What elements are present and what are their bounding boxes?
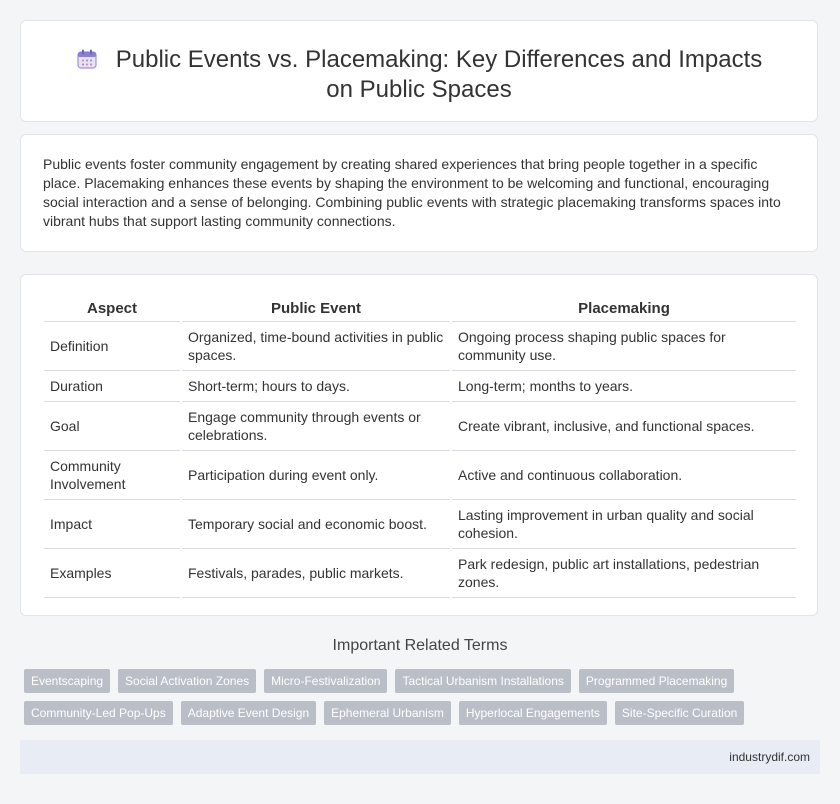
cell-aspect: Examples	[44, 549, 180, 598]
cell-aspect: Duration	[44, 371, 180, 402]
table-row	[44, 402, 796, 451]
calendar-icon	[76, 48, 98, 70]
cell-placemaking: Lasting improvement in urban quality and social cohesion.	[452, 500, 796, 549]
intro-card	[20, 134, 818, 252]
cell-public-event: Engage community through events or celebrations.	[182, 402, 450, 451]
tag-eventscaping[interactable]: Eventscaping	[24, 669, 110, 693]
footer	[20, 740, 820, 774]
tag-row	[24, 701, 804, 725]
tag-community-led-pop-ups[interactable]: Community-Led Pop-Ups	[24, 701, 173, 725]
title-card	[20, 20, 818, 122]
cell-placemaking: Long-term; months to years.	[452, 371, 796, 402]
tag-tactical-urbanism-installations[interactable]: Tactical Urbanism Installations	[395, 669, 570, 693]
header-public-event: Public Event	[182, 295, 450, 322]
tag-site-specific-curation[interactable]: Site-Specific Curation	[615, 701, 744, 725]
header-aspect: Aspect	[44, 295, 180, 322]
intro-paragraph: Public events foster community engagement by creating shared experiences that bring people together in a specific place. Placemaking enhances these events by shaping the environment to be welcoming and functional, encouraging social interaction and a sense of belonging. Combining public events with strategic placemaking transforms spaces into vibrant hubs that support lasting community connections.	[43, 156, 781, 229]
cell-public-event: Participation during event only.	[182, 451, 450, 500]
cell-placemaking: Create vibrant, inclusive, and functional spaces.	[452, 402, 796, 451]
cell-placemaking: Park redesign, public art installations, pedestrian zones.	[452, 549, 796, 598]
table-row	[44, 500, 796, 549]
cell-public-event: Short-term; hours to days.	[182, 371, 450, 402]
cell-placemaking: Ongoing process shaping public spaces for community use.	[452, 322, 796, 371]
cell-public-event: Organized, time-bound activities in public spaces.	[182, 322, 450, 371]
tag-hyperlocal-engagements[interactable]: Hyperlocal Engagements	[459, 701, 607, 725]
related-terms-list	[24, 669, 804, 733]
cell-aspect: Goal	[44, 402, 180, 451]
table-header-row	[44, 295, 796, 322]
table-row	[44, 371, 796, 402]
table-row	[44, 322, 796, 371]
cell-aspect: Community Involvement	[44, 451, 180, 500]
cell-aspect: Definition	[44, 322, 180, 371]
comparison-table	[42, 295, 798, 598]
cell-public-event: Temporary social and economic boost.	[182, 500, 450, 549]
related-terms-title: Important Related Terms	[332, 637, 508, 654]
table-row	[44, 451, 796, 500]
tag-row	[24, 669, 804, 693]
tag-social-activation-zones[interactable]: Social Activation Zones	[118, 669, 256, 693]
cell-placemaking: Active and continuous collaboration.	[452, 451, 796, 500]
cell-aspect: Impact	[44, 500, 180, 549]
tag-micro-festivalization[interactable]: Micro-Festivalization	[264, 669, 387, 693]
tag-ephemeral-urbanism[interactable]: Ephemeral Urbanism	[324, 701, 451, 725]
tag-adaptive-event-design[interactable]: Adaptive Event Design	[181, 701, 316, 725]
tag-programmed-placemaking[interactable]: Programmed Placemaking	[579, 669, 734, 693]
page-title: Public Events vs. Placemaking: Key Differences and Impacts on Public Spaces	[115, 46, 763, 103]
header-placemaking: Placemaking	[452, 295, 796, 322]
page-title-wrap	[21, 45, 817, 105]
cell-public-event: Festivals, parades, public markets.	[182, 549, 450, 598]
table-row	[44, 549, 796, 598]
comparison-card	[20, 274, 818, 616]
footer-source-link[interactable]: industrydif.com	[729, 750, 810, 764]
